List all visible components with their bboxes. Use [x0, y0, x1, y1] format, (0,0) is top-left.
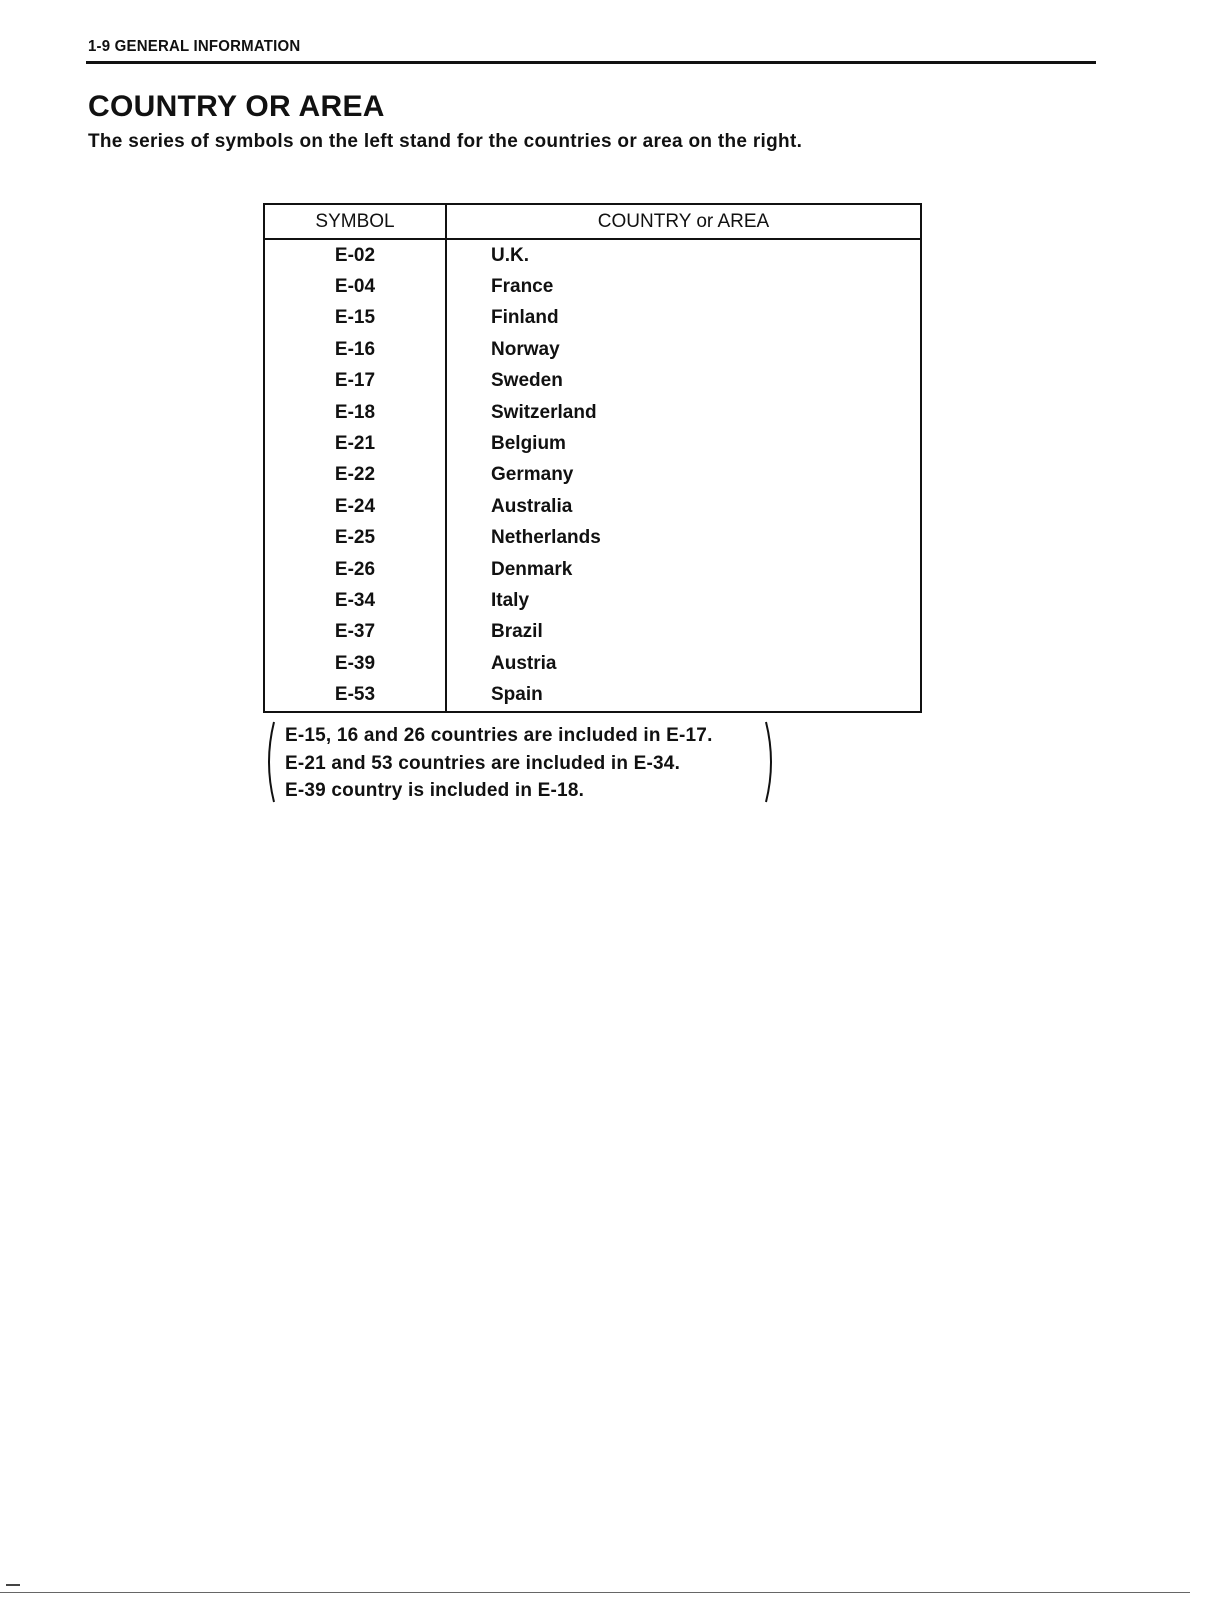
country-cell: Belgium [491, 433, 566, 455]
country-cell: Austria [491, 652, 557, 674]
symbol-cell: E-25 [264, 523, 446, 554]
header-rule [86, 61, 1096, 64]
symbol-cell: E-53 [264, 679, 446, 711]
symbol-cell: E-04 [264, 271, 446, 302]
table-row [264, 617, 921, 648]
table-header-row [264, 204, 921, 239]
note-line: E-15, 16 and 26 countries are included in E-17. [285, 725, 713, 746]
country-cell: Norway [491, 338, 560, 360]
table-row [264, 239, 921, 271]
table-row [264, 303, 921, 334]
page-title: COUNTRY OR AREA [88, 90, 385, 123]
symbol-cell: E-15 [264, 303, 446, 334]
country-cell: Brazil [491, 621, 543, 643]
country-cell: Denmark [491, 558, 573, 580]
symbol-cell: E-22 [264, 460, 446, 491]
country-cell: Finland [491, 307, 559, 329]
notes-block [263, 720, 783, 804]
left-parenthesis-icon [263, 720, 277, 804]
country-cell: Switzerland [491, 401, 597, 423]
symbol-cell: E-39 [264, 648, 446, 679]
symbol-cell: E-37 [264, 617, 446, 648]
table-row [264, 679, 921, 711]
table-row [264, 648, 921, 679]
symbol-cell: E-17 [264, 366, 446, 397]
symbol-cell: E-02 [264, 239, 446, 271]
symbol-cell: E-34 [264, 585, 446, 616]
country-cell: Italy [491, 589, 530, 611]
country-cell: France [491, 276, 554, 298]
table-row [264, 428, 921, 459]
symbol-cell: E-16 [264, 334, 446, 365]
intro-text: The series of symbols on the left stand for the countries or area on the right. [88, 131, 803, 152]
table-row [264, 397, 921, 428]
table-row [264, 585, 921, 616]
table-row [264, 366, 921, 397]
note-line: E-39 country is included in E-18. [285, 780, 585, 801]
symbol-cell: E-18 [264, 397, 446, 428]
symbol-cell: E-24 [264, 491, 446, 522]
symbol-cell: E-26 [264, 554, 446, 585]
country-column-header: COUNTRY or AREA [446, 204, 921, 239]
table-row [264, 523, 921, 554]
note-line: E-21 and 53 countries are included in E-34. [285, 752, 681, 774]
footer-rule [0, 1592, 1190, 1593]
section-header-label: 1-9 GENERAL INFORMATION [88, 37, 301, 56]
table-row [264, 271, 921, 302]
table-row [264, 460, 921, 491]
country-cell: Australia [491, 495, 573, 517]
right-parenthesis-icon [763, 720, 777, 804]
symbol-column-header: SYMBOL [264, 204, 446, 239]
country-cell: Sweden [491, 370, 563, 392]
country-cell: U.K. [491, 244, 529, 266]
page-edge-mark [6, 1584, 20, 1586]
table-row [264, 554, 921, 585]
country-table [263, 203, 922, 713]
country-cell: Netherlands [491, 527, 601, 549]
table-row [264, 334, 921, 365]
symbol-cell: E-21 [264, 428, 446, 459]
country-cell: Spain [491, 684, 543, 706]
country-cell: Germany [491, 464, 574, 486]
table-row [264, 491, 921, 522]
